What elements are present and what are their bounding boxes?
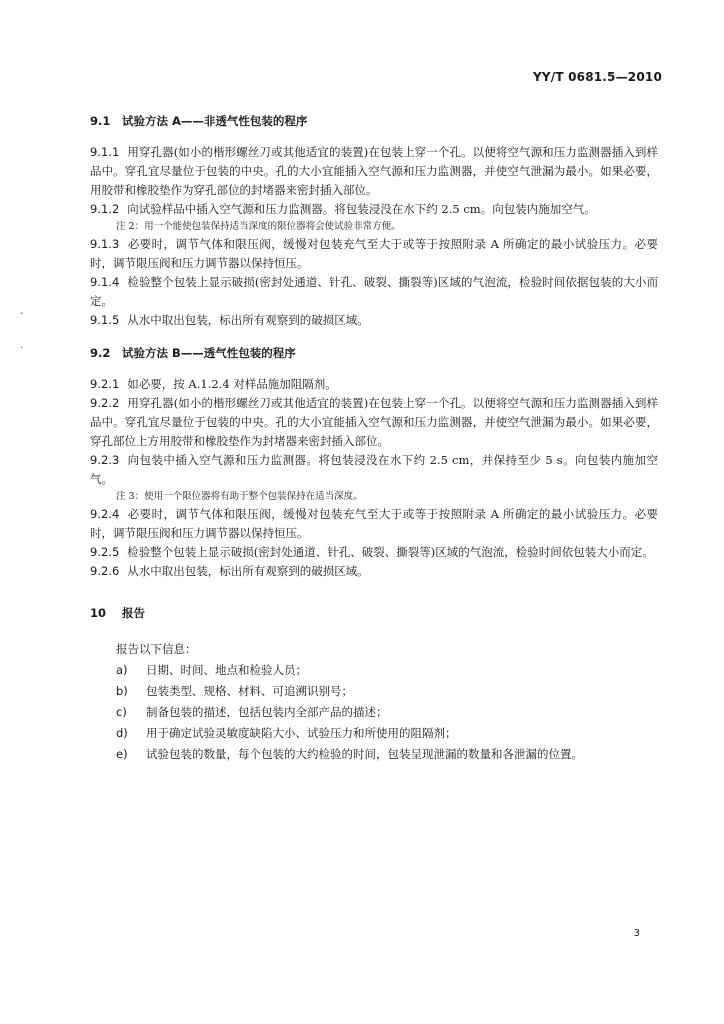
paragraph-text: 检验整个包装上显示破损(密封处通道、针孔、破裂、撕裂等)区域的气泡流，检验时间依包装大小而定。 bbox=[127, 545, 654, 559]
paragraph-text: 向包装中插入空气源和压力监测器。将包装浸没在水下约 2.5 cm，并保持至少 5 s。向包装内施加空气。 bbox=[90, 453, 658, 486]
list-label: b) bbox=[116, 684, 128, 698]
paragraph-text: 从水中取出包装，标出所有观察到的破损区域。 bbox=[127, 564, 369, 578]
list-text: 包装类型、规格、材料、可追溯识别号； bbox=[146, 684, 353, 698]
paragraph-9-2-6 bbox=[90, 562, 658, 581]
list-text: 制备包装的描述，包括包装内全部产品的描述； bbox=[146, 705, 388, 719]
note-3: 注 3：使用一个限位器将有助于整个包装保持在适当深度。 bbox=[116, 491, 363, 502]
paragraph-number: 9.1.4 bbox=[90, 275, 120, 289]
paragraph-text: 从水中取出包装，标出所有观察到的破损区域。 bbox=[127, 313, 369, 327]
paragraph-text: 用穿孔器(如小的楷形螺丝刀或其他适宜的装置)在包装上穿一个孔。以便将空气源和压力监测器插入到样品中。穿孔宜尽量位于包装的中央。孔的大小宜能插入空气源和压力监测器，并使空气泄漏为最小。如果必要，穿孔部位上方用胶带和橡胶垫作为封堵器来密封插入部位。 bbox=[90, 396, 658, 448]
list-label: e) bbox=[116, 747, 128, 761]
list-item bbox=[90, 702, 658, 723]
list-label: c) bbox=[116, 705, 127, 719]
paragraph-number: 9.2.1 bbox=[90, 377, 120, 391]
paragraph-number: 9.2.3 bbox=[90, 453, 120, 467]
paragraph-number: 9.2.5 bbox=[90, 545, 120, 559]
paragraph-text: 用穿孔器(如小的楷形螺丝刀或其他适宜的装置)在包装上穿一个孔。以便将空气源和压力监测器插入到样品中。穿孔宜尽量位于包装的中央。孔的大小宜能插入空气源和压力监测器，并使空气泄漏为最小。如果必要，用胶带和橡胶垫作为穿孔部位的封堵器来密封插入部位。 bbox=[90, 145, 658, 197]
paragraph-number: 9.2.2 bbox=[90, 396, 120, 410]
paragraph-text: 必要时，调节气体和限压阀，缓慢对包装充气至大于或等于按照附录 A 所确定的最小试验压力。必要时，调节限压阀和压力调节器以保持恒压。 bbox=[90, 507, 658, 540]
section-title: 报告 bbox=[122, 606, 146, 620]
paragraph-9-2-3 bbox=[90, 451, 658, 489]
paragraph-9-1-5 bbox=[90, 311, 658, 330]
paragraph-text: 向试验样品中插入空气源和压力监测器。将包装浸没在水下约 2.5 cm。向包装内施加空气。 bbox=[127, 202, 596, 216]
section-heading-9-2 bbox=[90, 345, 658, 361]
section-number: 9.2 bbox=[90, 346, 111, 360]
list-label: d) bbox=[116, 726, 128, 740]
section-title: 试验方法 B——透气性包装的程序 bbox=[122, 346, 296, 360]
paragraph-text: 必要时，调节气体和限压阀，缓慢对包装充气至大于或等于按照附录 A 所确定的最小试验压力。必要时，调节限压阀和压力调节器以保持恒压。 bbox=[90, 237, 658, 270]
paragraph-9-2-1 bbox=[90, 375, 658, 394]
section-number: 10 bbox=[90, 606, 107, 620]
margin-mark: . bbox=[20, 340, 24, 351]
paragraph-9-1-4 bbox=[90, 273, 658, 311]
paragraph-9-2-4 bbox=[90, 505, 658, 543]
note-2: 注 2：用一个能使包装保持适当深度的限位器将会使试验非常方便。 bbox=[116, 221, 401, 232]
document-body bbox=[90, 113, 658, 765]
paragraph-9-1-3 bbox=[90, 235, 658, 273]
list-item bbox=[90, 744, 658, 765]
paragraph-number: 9.2.6 bbox=[90, 564, 120, 578]
paragraph-number: 9.1.1 bbox=[90, 145, 120, 159]
list-text: 日期、时间、地点和检验人员； bbox=[146, 663, 307, 677]
paragraph-number: 9.1.3 bbox=[90, 237, 120, 251]
paragraph-text: 如必要，按 A.1.2.4 对样品施加阻隔剂。 bbox=[127, 377, 337, 391]
paragraph-number: 9.1.2 bbox=[90, 202, 120, 216]
paragraph-text: 检验整个包装上显示破损(密封处通道、针孔、破裂、撕裂等)区域的气泡流，检验时间依据包装的大小而定。 bbox=[90, 275, 658, 308]
list-text: 试验包装的数量，每个包装的大约检验的时间，包装呈现泄漏的数量和各泄漏的位置。 bbox=[146, 747, 583, 761]
paragraph-9-2-5 bbox=[90, 543, 658, 562]
list-item bbox=[90, 681, 658, 702]
page-number: 3 bbox=[633, 928, 640, 939]
list-item bbox=[90, 660, 658, 681]
paragraph-number: 9.2.4 bbox=[90, 507, 120, 521]
list-label: a) bbox=[116, 663, 128, 677]
section-heading-9-1 bbox=[90, 113, 658, 129]
paragraph-9-1-1 bbox=[90, 143, 658, 200]
paragraph-number: 9.1.5 bbox=[90, 313, 120, 327]
section-title: 试验方法 A——非透气性包装的程序 bbox=[122, 114, 308, 128]
margin-mark: - bbox=[20, 308, 24, 319]
list-text: 用于确定试验灵敏度缺陷大小、试验压力和所使用的阻隔剂； bbox=[146, 726, 457, 740]
list-item bbox=[90, 723, 658, 744]
paragraph-9-2-2 bbox=[90, 394, 658, 451]
paragraph-9-1-2 bbox=[90, 200, 658, 219]
section-number: 9.1 bbox=[90, 114, 111, 128]
report-items-list bbox=[90, 660, 658, 765]
section-heading-10 bbox=[90, 605, 658, 621]
standard-code: YY/T 0681.5—2010 bbox=[532, 70, 662, 84]
report-intro: 报告以下信息： bbox=[116, 642, 197, 656]
